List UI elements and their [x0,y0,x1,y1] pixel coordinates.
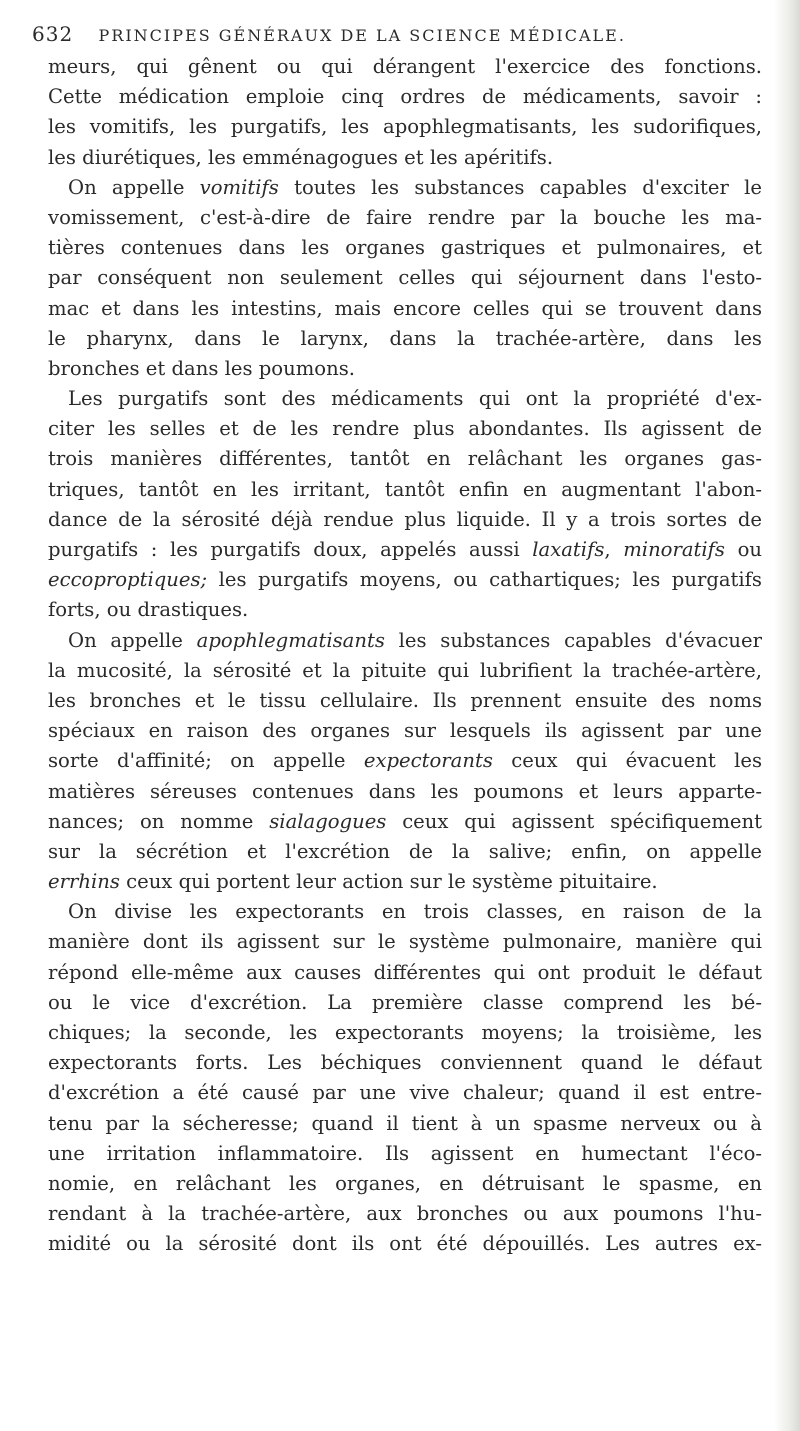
text-line: forts, ou drastiques. [48,598,249,622]
text-line: rendant à la trachée-artère, aux bronches ou aux poumons l'hu- [48,1202,762,1226]
text-line: citer les selles et de les rendre plus abondantes. Ils agissent de [48,417,762,441]
text-line: bronches et dans les poumons. [48,356,356,380]
text-line: chiques; la seconde, les expectorants moyens; la troisième, les [48,1021,762,1044]
text-line: une irritation inflammatoire. Ils agissent en humectant l'éco- [48,1141,762,1165]
text-line: vomissement, c'est-à-dire de faire rendre par la bouche les ma- [48,205,762,229]
text-line: midité ou la sérosité dont ils ont été dépouillés. Les autres ex- [48,1232,762,1256]
text-line: manière dont ils agissent sur le système pulmonaire, manière qui [48,930,762,954]
italic-term: apophlegmatisants [196,628,385,652]
text-line: matières séreuses contenues dans les poumons et leurs apparte- [48,779,762,803]
text-line: par conséquent non seulement celles qui séjournent dans l'esto- [48,266,762,290]
italic-term: expectorants [363,749,493,773]
text-line: d'excrétion a été causé par une vive chaleur; quand il est entre- [48,1081,762,1105]
italic-term: sialagogues [269,809,387,833]
text-line: dance de la sérosité déjà rendue plus liquide. Il y a trois sortes de [48,507,762,531]
text-line: sorte d'affinité; on appelle expectorants ceux qui évacuent les [48,749,763,773]
text-line: nomie, en relâchant les organes, en détruisant le spasme, en [48,1171,762,1195]
text-line: le pharynx, dans le larynx, dans la trachée-artère, dans les [48,326,762,350]
page-number: 632 [32,22,74,46]
text-line: mac et dans les intestins, mais encore celles qui se trouvent dans [48,296,762,320]
body-text [48,52,762,1260]
text-line: tenu par la sécheresse; quand il tient à un spasme nerveux ou à [48,1111,762,1135]
italic-term: laxatifs [532,538,605,561]
text-line: errhins ceux qui portent leur action sur le système pituitaire. [48,870,658,894]
text-line: spéciaux en raison des organes sur lesquels ils agissent par une [48,719,762,743]
text-line: tières contenues dans les organes gastriques et pulmonaires, et [48,236,762,260]
text-line: la mucosité, la sérosité et la pituite qui lubrifient la trachée-artère, [48,658,762,682]
text-line: ou le vice d'excrétion. La première classe comprend les bé- [48,990,762,1014]
text-line: Cette médication emploie cinq ordres de médicaments, savoir : [48,85,762,109]
text-line: On appelle apophlegmatisants les substances capables d'évacuer [68,628,762,652]
text-line: triques, tantôt en les irritant, tantôt enfin en augmentant l'abon- [48,477,762,501]
text-line: les diurétiques, les emménagogues et les apéritifs. [48,145,554,169]
text-line: les bronches et le tissu cellulaire. Ils prennent ensuite des noms [48,688,762,712]
page-edge-shadow [774,0,800,1431]
italic-term: eccoproptiques; [48,568,208,592]
italic-term: vomitifs [199,175,279,199]
text-line: On divise les expectorants en trois classes, en raison de la [68,900,762,924]
text-line: nances; on nomme sialagogues ceux qui agissent spécifiquement [48,809,762,833]
text-line: meurs, qui gênent ou qui dérangent l'exercice des fonctions. [48,55,762,78]
text-line: On appelle vomitifs toutes les substances capables d'exciter le [68,175,762,199]
text-line: sur la sécrétion et l'excrétion de la salive; enfin, on appelle [48,839,762,863]
running-header [32,22,732,46]
text-line: les vomitifs, les purgatifs, les apophlegmatisants, les sudorifiques, [48,115,762,139]
text-line: répond elle-même aux causes différentes qui ont produit le défaut [48,960,762,984]
text-line: Les purgatifs sont des médicaments qui ont la propriété d'ex- [68,387,762,411]
text-line: trois manières différentes, tantôt en relâchant les organes gas- [48,447,762,471]
running-title: PRINCIPES GÉNÉRAUX DE LA SCIENCE MÉDICALE. [98,26,626,45]
italic-term: minoratifs [623,538,725,561]
text-line: expectorants forts. Les béchiques conviennent quand le défaut [48,1051,762,1075]
italic-term: errhins [48,870,120,894]
text-line: eccoproptiques; les purgatifs moyens, ou cathartiques; les purgatifs [48,568,762,592]
text-line: purgatifs : les purgatifs doux, appelés aussi laxatifs, minoratifs ou [48,538,762,561]
